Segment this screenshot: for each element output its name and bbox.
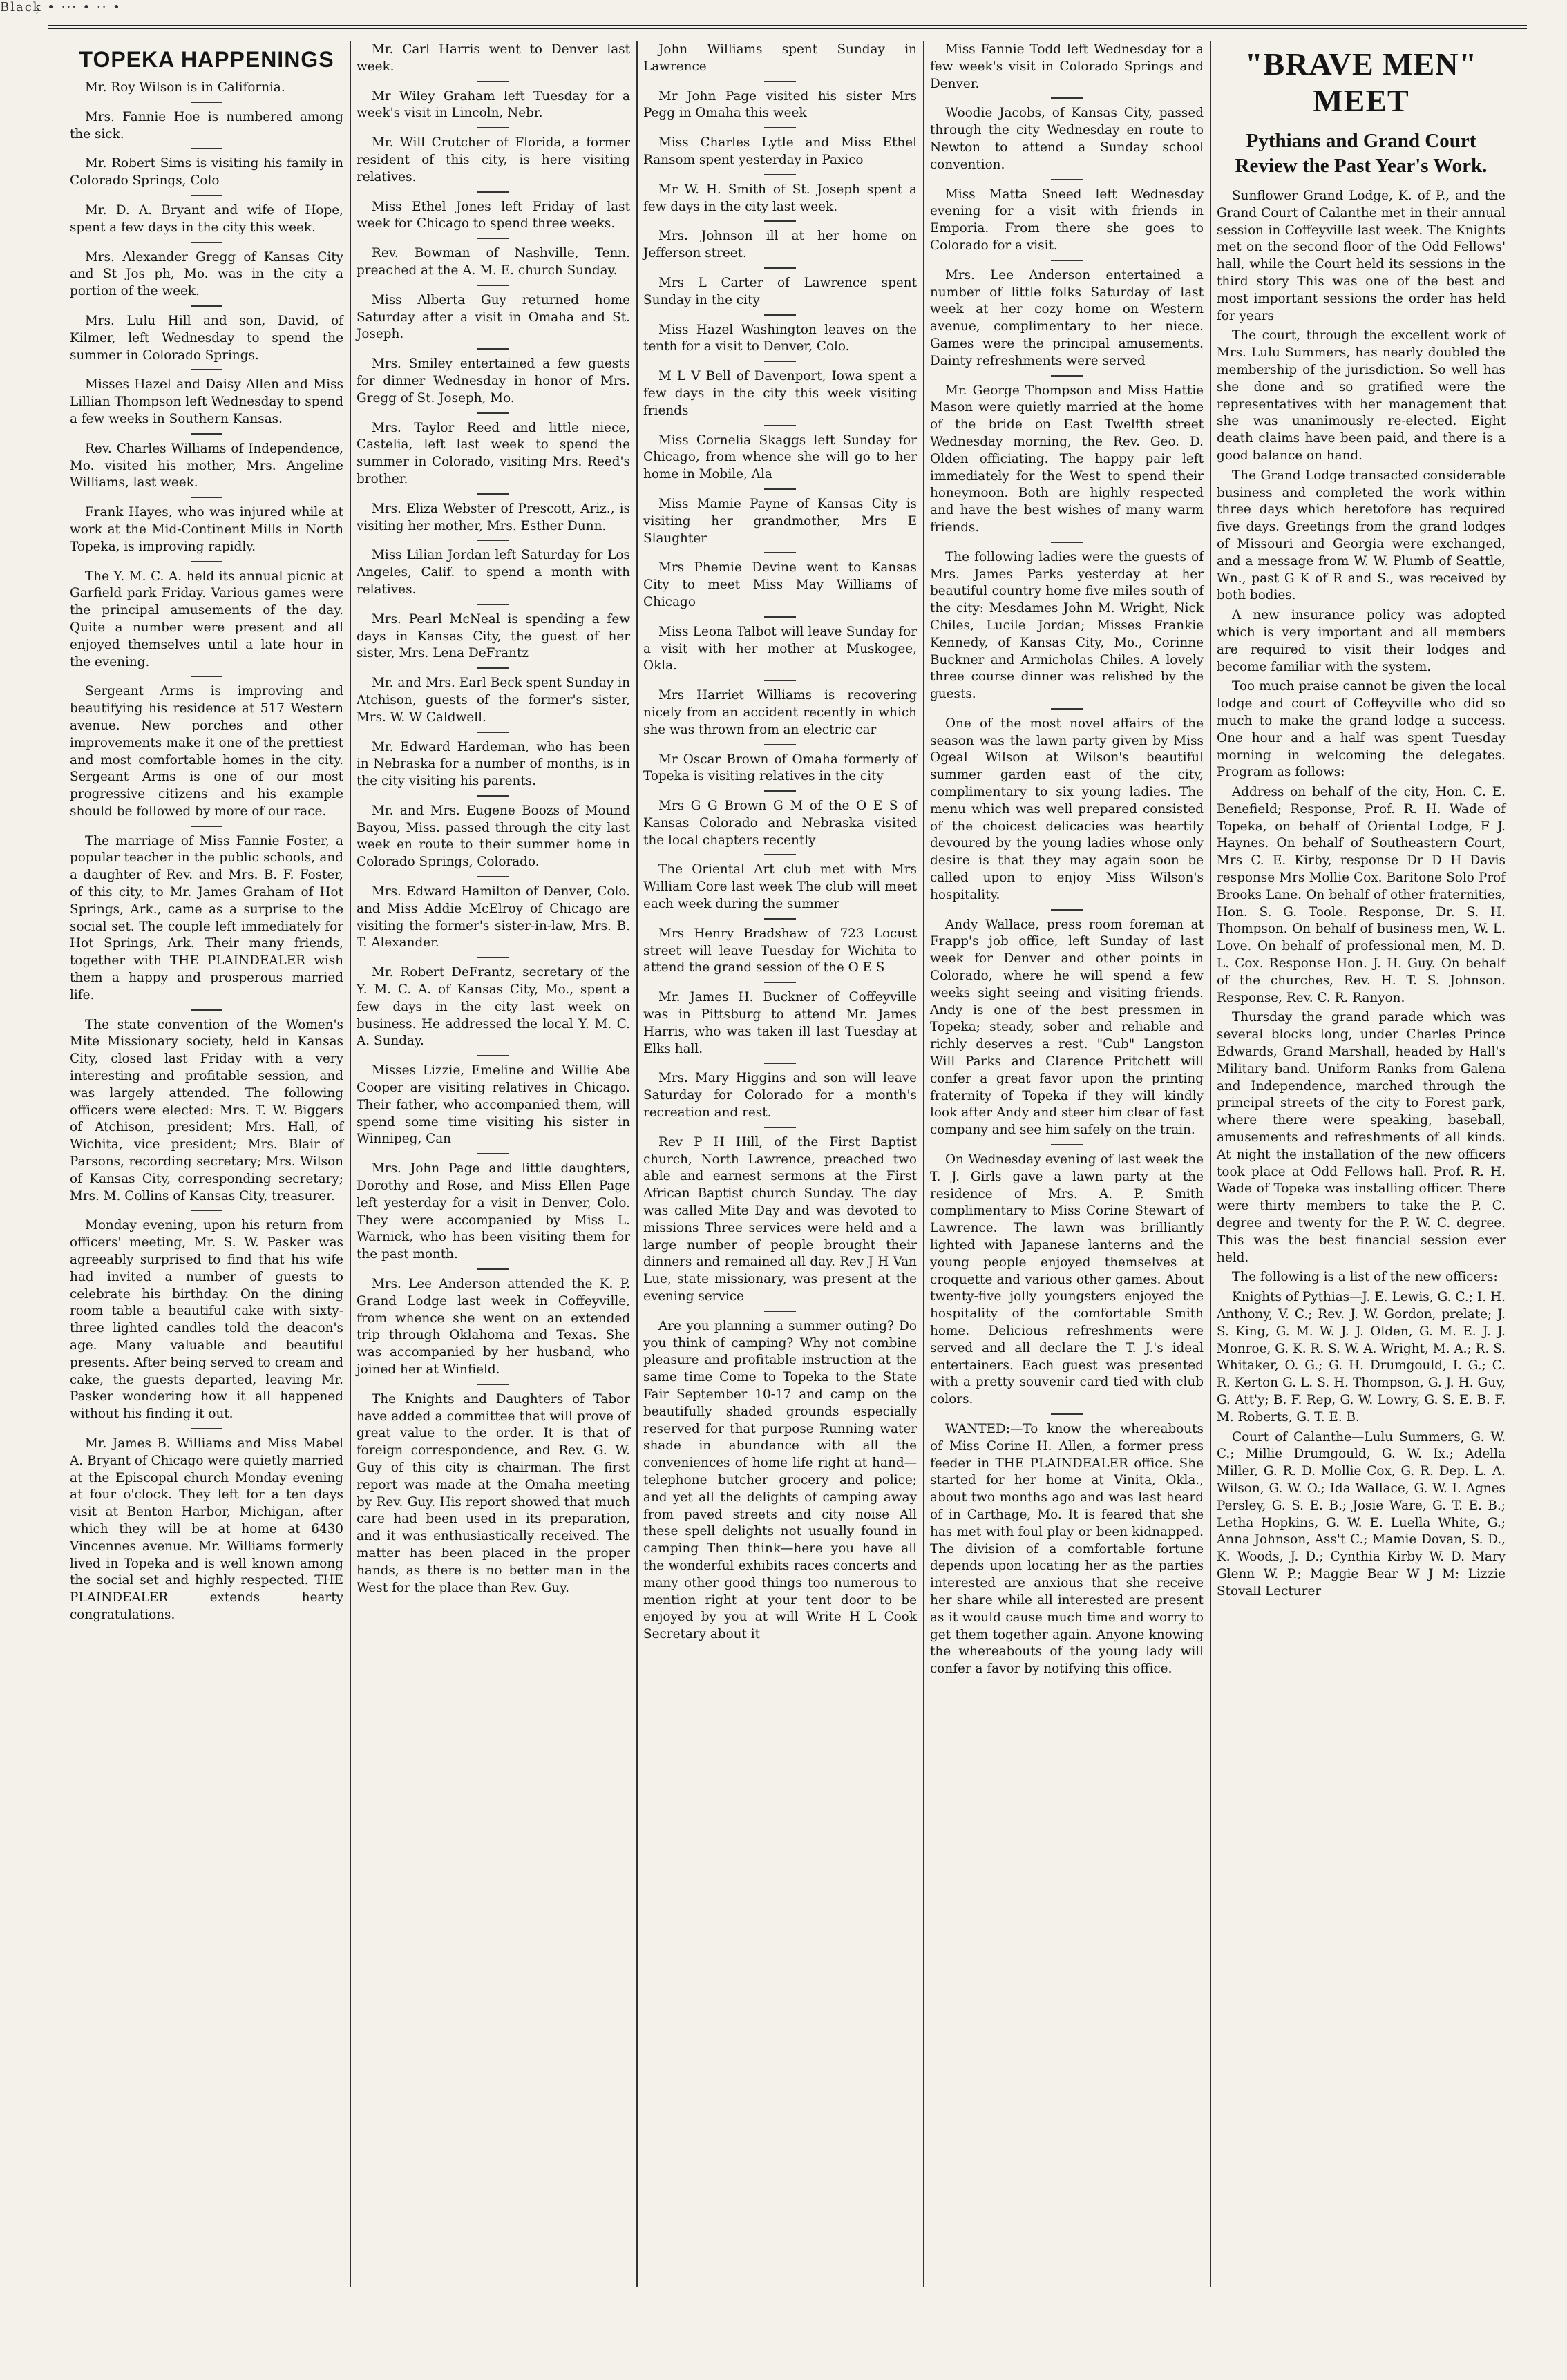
item-separator [191, 497, 222, 498]
item-separator [191, 305, 222, 307]
news-item: Rev. Charles Williams of Independence, Mo. visited his mother, Mrs. Angeline Williams, last week. [70, 441, 343, 491]
item-separator [477, 957, 509, 958]
news-item: Mrs. Lee Anderson entertained a number of little folks Saturday of last week at her cozy home on Western avenue, complimentary to her niece. Games were the principal amusements. Dainty refreshments were served [930, 267, 1204, 368]
news-item: Misses Hazel and Daisy Allen and Miss Lillian Thompson left Wednesday to spend a few weeks in Southern Kansas. [70, 377, 343, 426]
news-item: The Knights and Daughters of Tabor have added a committee that will prove of great value to the order. It is that of foreign correspondence, and Rev. G. W. Guy of this city is chairman. The first report was made at the Omaha meeting by Rev. Guy. His report showed that much care had been used in its preparation, and it was enthusiastically received. The matter has been placed in the proper hands, as there is no better man in the West for the place than Rev. Guy. [357, 1391, 630, 1595]
news-item: Mrs Harriet Williams is recovering nicely from an accident recently in which she was thrown from an electric car [643, 688, 917, 737]
item-separator [764, 81, 796, 82]
news-item: Misses Lizzie, Emeline and Willie Abe Cooper are visiting relatives in Chicago. Their father, who accompanied them, will spend some time visiting his sister in Winnipeg, Can [357, 1063, 630, 1147]
column-4 [926, 41, 1208, 2342]
news-item: John Williams spent Sunday in Lawrence [643, 42, 917, 74]
news-item: Woodie Jacobs, of Kansas City, passed through the city Wednesday en route to Newton to attend a Sunday school convention. [930, 106, 1204, 172]
news-item: Rev P H Hill, of the First Baptist church, North Lawrence, preached two able and earnest sermons at the First African Baptist church Sunday. The day was called Mite Day and was devoted to missions Three services were held and a large number of people brought their dinners and remained all day. Rev J H Van Lue, state missionary, was present at the evening service [643, 1134, 917, 1304]
news-item: Miss Mamie Payne of Kansas City is visiting her grandmother, Mrs E Slaughter [643, 496, 917, 546]
item-separator [191, 433, 222, 435]
news-item: Mr. James H. Buckner of Coffeyville was in Pittsburg to attend Mr. James Harris, who was taken ill last Tuesday at Elks hall. [643, 990, 917, 1056]
news-item: Mr Oscar Brown of Omaha formerly of Topeka is visiting relatives in the city [643, 752, 917, 784]
item-separator [477, 1055, 509, 1056]
news-item: Mr. Will Crutcher of Florida, a former resident of this city, is here visiting relatives. [357, 135, 630, 184]
item-separator [1051, 179, 1083, 180]
news-item: Mr W. H. Smith of St. Joseph spent a few days in the city last week. [643, 182, 917, 214]
column-rule [1210, 41, 1211, 2287]
item-separator [1051, 375, 1083, 377]
news-item: Mrs. Pearl McNeal is spending a few days in Kansas City, the guest of her sister, Mrs. Lena DeFrantz [357, 611, 630, 661]
item-separator [477, 667, 509, 669]
news-item: The Y. M. C. A. held its annual picnic at Garfield park Friday. Various games were the principal amusements of the day. Quite a number were present and all enjoyed themselves until a late hour in the evening. [70, 569, 343, 669]
item-separator [764, 361, 796, 362]
item-separator [477, 348, 509, 350]
news-item: Miss Ethel Jones left Friday of last week for Chicago to spend three weeks. [357, 199, 630, 231]
article-paragraph: Too much praise cannot be given the local lodge and court of Coffeyville who did so much to make the grand lodge a success. One hour and a half was spent Tuesday morning in welcoming the delegates. Program as follows: [1217, 679, 1506, 780]
article-paragraph: Knights of Pythias—J. E. Lewis, G. C.; I. H. Anthony, V. C.; Rev. J. W. Gordon, prelate; J. S. King, G. M. W. J. J. Olden, G. M. E. J. J. Monroe, G. K. R. S. W. A. Wright, M. A.; R. S. Whitaker, O. G.; G. H. Drumgould, I. G.; C. R. Kerton G. L. S. H. Thompson, G. J. H. Guy, G. Att'y; B. F. Rep, G. W. Lowry, G. S. E. B. F. M. Roberts, G. T. E. B. [1217, 1290, 1506, 1425]
column-5-article [1217, 188, 1506, 1601]
item-separator [764, 854, 796, 855]
article-paragraph: Thursday the grand parade which was several blocks long, under Charles Prince Edwards, Grand Marshall, headed by Hall's Military band. Uniform Ranks from Galena and Independence, marched through the principal streets of the city to Forest park, where there were speaking, baseball, amusements and refreshments of all kinds. At night the installation of the new officers took place at Odd Fellows hall. Prof. R. H. Wade of Topeka was installing officer. There were thirty members to take the P. C. degree and twenty for the P. W. C. degree. This was the best financial session ever held. [1217, 1010, 1506, 1265]
news-item: Mrs. Smiley entertained a few guests for dinner Wednesday in honor of Mrs. Gregg of St. Joseph, Mo. [357, 356, 630, 406]
item-separator [1051, 260, 1083, 261]
item-separator [191, 561, 222, 562]
item-separator [477, 412, 509, 414]
news-item: Mrs L Carter of Lawrence spent Sunday in the city [643, 275, 917, 307]
news-item: Mrs. Alexander Gregg of Kansas City and St Jos ph, Mo. was in the city a portion of the week. [70, 249, 343, 299]
column-1-items [70, 79, 343, 1624]
news-item: Miss Alberta Guy returned home Saturday after a visit in Omaha and St. Joseph. [357, 292, 630, 342]
item-separator [764, 552, 796, 553]
article-paragraph: A new insurance policy was adopted which is very important and all members are required to visit their lodges and become familiar with the system. [1217, 608, 1506, 674]
item-separator [764, 425, 796, 426]
article-paragraph: Mr. George Thompson and Miss Hattie Mason were quietly married at the home of the bride on East Twelfth street Wednesday morning, the Rev. Geo. D. Olden officiating. The happy pair left immediately for the West to spend their honeymoon. Both are highly respected and have the best wishes of many warm friends. [930, 383, 1204, 535]
news-item: Mrs. Eliza Webster of Prescott, Ariz., is visiting her mother, Mrs. Esther Dunn. [357, 501, 630, 533]
item-separator [477, 876, 509, 877]
item-separator [191, 1428, 222, 1429]
news-item: Mr. Robert DeFrantz, secretary of the Y. M. C. A. of Kansas City, Mo., spent a few days in the city last week on business. He addressed the local Y. M. C. A. Sunday. [357, 965, 630, 1049]
news-item: Mrs Phemie Devine went to Kansas City to meet Miss May Williams of Chicago [643, 560, 917, 609]
article-paragraph: Court of Calanthe—Lulu Summers, G. W. C.; Millie Drumgould, G. W. Ix.; Adella Miller, G. R. D. Mollie Cox, G. R. Dep. L. A. Wilson, G. W. O.; Ida Wallace, G. W. I. Agnes Persley, G. S. E. B.; Josie Ware, G. T. E. B.; Letha Hopkins, G. W. E. Luella White, G.; Anna Johnson, Ass't C.; Mamie Dovan, S. D., K. Woods, J. D.; Cynthia Kirby W. D. Mary Glenn W. P.; Maggie Bear W J M: Lizzie Stovall Lecturer [1217, 1429, 1506, 1599]
column-topeka-happenings [66, 41, 348, 2342]
news-item: Are you planning a summer outing? Do you think of camping? Why not combine pleasure and profitable instruction at the same time Come to Topeka to the State Fair September 10-17 and camp on the beautifully shaded grounds especially reserved for that purpose Running water shade in abundance with all the conveniences of home life right at hand—telephone butcher grocery and police; and yet all the delights of camping away from paved streets and city noise All these spell delights not usually found in camping Then think—here you have all the wonderful exhibits races concerts and many other good things too numerous to mention right at your tent door to be enjoyed by you at will Write H L Cook Secretary about it [643, 1318, 917, 1642]
item-separator [191, 676, 222, 677]
item-separator [764, 616, 796, 618]
item-separator [764, 1127, 796, 1128]
article-paragraph: The following is a list of the new officers: [1232, 1270, 1498, 1285]
column-4-articles [930, 383, 1204, 1678]
item-separator [477, 1268, 509, 1270]
item-separator [477, 81, 509, 82]
news-item: Miss Cornelia Skaggs left Sunday for Chicago, from whence she will go to her home in Mobile, Ala [643, 432, 917, 482]
item-separator [764, 127, 796, 128]
item-separator [191, 148, 222, 149]
column-rule [350, 41, 351, 2287]
item-separator [764, 918, 796, 920]
column-rule [923, 41, 924, 2287]
news-item: Mr. Roy Wilson is in California. [85, 80, 285, 95]
news-item: Mr. D. A. Bryant and wife of Hope, spent a few days in the city this week. [70, 202, 343, 235]
news-item: Mrs. Lee Anderson attended the K. P. Grand Lodge last week in Coffeyville, from whence she went on an extended trip through Oklahoma and Texas. She was accompanied by her husband, who joined her at Winfield. [357, 1277, 630, 1377]
news-item: Mrs. Edward Hamilton of Denver, Colo. and Miss Addie McElroy of Chicago are visiting the former's sister-in-law, Mrs. B. T. Alexander. [357, 884, 630, 951]
news-item: Mr. Edward Hardeman, who has been in Nebraska for a number of months, is in the city visiting his parents. [357, 739, 630, 789]
item-separator [191, 1210, 222, 1211]
item-separator [191, 1009, 222, 1011]
news-item: Miss Hazel Washington leaves on the tenth for a visit to Denver, Colo. [643, 322, 917, 354]
news-item: Mrs. John Page and little daughters, Dorothy and Rose, and Miss Ellen Page left yesterday for a visit in Denver, Colo. They were accompanied by Miss L. Warnick, who has been visiting them for the past month. [357, 1161, 630, 1262]
news-item: Miss Leona Talbot will leave Sunday for a visit with her mother at Muskogee, Okla. [643, 624, 917, 674]
item-separator [191, 242, 222, 243]
item-separator [1051, 708, 1083, 710]
column-2-items [357, 41, 630, 1597]
news-item: The Oriental Art club met with Mrs William Core last week The club will meet each week during the summer [643, 862, 917, 912]
top-rule [48, 25, 1527, 29]
item-separator [477, 732, 509, 733]
item-separator [1051, 909, 1083, 911]
item-separator [1051, 1144, 1083, 1145]
news-item: Mrs. Taylor Reed and little niece, Castelia, left last week to spend the summer in Colorado, visiting Mrs. Reed's brother. [357, 420, 630, 486]
item-separator [191, 369, 222, 370]
item-separator [191, 826, 222, 827]
news-item: Mr John Page visited his sister Mrs Pegg in Omaha this week [643, 88, 917, 121]
masthead-fragment: Blacķ • ··· • ·· • [0, 0, 122, 15]
column-brave-men-meet [1213, 41, 1510, 2342]
news-item: Mr. Carl Harris went to Denver last week. [357, 42, 630, 74]
item-separator [764, 174, 796, 175]
news-item: Mrs. Mary Higgins and son will leave Saturday for Colorado for a month's recreation and rest. [643, 1071, 917, 1121]
item-separator [764, 220, 796, 222]
item-separator [477, 540, 509, 541]
item-separator [1051, 542, 1083, 543]
article-paragraph: One of the most novel affairs of the season was the lawn party given by Miss Ogeal Wilson at Wilson's beautiful summer garden east of the city, complimentary to six young ladies. The menu which was well prepared consisted of the choicest delicacies was heartily devoured by the young ladies whose only desire is that they may again soon be called upon to enjoy Miss Wilson's hospitality. [930, 716, 1204, 902]
article-paragraph: On Wednesday evening of last week the T. J. Girls gave a lawn party at the residence of Mrs. A. P. Smith complimentary to Miss Corine Stewart of Lawrence. The lawn was brilliantly lighted with Japanese lanterns and the young people enjoyed themselves at croquette and various other games. About twenty-five jolly youngsters enjoyed the hospitality of the comfortable Smith home. Delicious refreshments were served and all declare the T. J.'s ideal entertainers. Each guest was presented with a pretty souvenir card tied with club colors. [930, 1152, 1204, 1407]
news-item: Mr. and Mrs. Earl Beck spent Sunday in Atchison, guests of the former's sister, Mrs. W. W Caldwell. [357, 676, 630, 725]
item-separator [764, 314, 796, 316]
column-2 [352, 41, 634, 2342]
news-item: Mr Wiley Graham left Tuesday for a week's visit in Lincoln, Nebr. [357, 88, 630, 121]
article-paragraph: The Grand Lodge transacted considerable business and completed the work within three days which heretofore has required five days. Greetings from the grand lodges of Missouri and Georgia were exchanged, and a message from W. W. Plumb of Seattle, Wn., past G K of R and S., was received by both bodies. [1217, 468, 1506, 603]
article-paragraph: Sunflower Grand Lodge, K. of P., and the Grand Court of Calanthe met in their annual session in Coffeyville last week. The Knights met on the second floor of the Odd Fellows' hall, while the Court held its sessions in the third story This was one of the best and most important sessions the order has held for years [1217, 189, 1506, 323]
headline-topeka-happenings: TOPEKA HAPPENINGS [79, 47, 334, 72]
news-item: Mr. James B. Williams and Miss Mabel A. Bryant of Chicago were quietly married at the Episcopal church Monday evening at four o'clock. They left for a ten days visit at Benton Harbor, Michigan, after which they will be at home at 6430 Vincennes avenue. Mr. Williams formerly lived in Topeka and is well known among the social set and highly respected. THE PLAINDEALER extends hearty congratulations. [70, 1436, 343, 1622]
item-separator [477, 1153, 509, 1154]
headline-brave-men-meet: "BRAVE MEN" MEET [1245, 46, 1477, 118]
news-item: Miss Lilian Jordan left Saturday for Los Angeles, Calif. to spend a month with relatives. [357, 548, 630, 597]
news-item: M L V Bell of Davenport, Iowa spent a few days in the city this week visiting friends [643, 369, 917, 418]
news-item: Miss Charles Lytle and Miss Ethel Ransom spent yesterday in Paxico [643, 135, 917, 167]
article-paragraph: Andy Wallace, press room foreman at Frapp's job office, left Sunday of last week for Denver and other points in Colorado, where he will spend a few weeks sight seeing and visiting friends. Andy is one of the best pressmen in Topeka; steady, sober and reliable and richly deserves a rest. "Cub" Langston Will Parks and Clarence Pritchett will confer a great favor upon the printing fraternity of Topeka if they will kindly look after Andy and steer him clear of fast company and see him safely on the train. [930, 917, 1204, 1138]
item-separator [1051, 97, 1083, 99]
item-separator [764, 680, 796, 681]
item-separator [191, 102, 222, 103]
news-item: Frank Hayes, who was injured while at work at the Mid-Continent Mills in North Topeka, is improving rapidly. [70, 505, 343, 554]
news-item: Sergeant Arms is improving and beautifying his residence at 517 Western avenue. New porches and other improvements make it one of the prettiest and most comfortable homes in the city. Sergeant Arms is one of our most progressive citizens and his example should be followed by more of our race. [70, 684, 343, 819]
column-3 [639, 41, 921, 2342]
news-item: Rev. Bowman of Nashville, Tenn. preached at the A. M. E. church Sunday. [357, 246, 630, 278]
item-separator [477, 604, 509, 605]
item-separator [477, 1384, 509, 1385]
news-item: Mrs Henry Bradshaw of 723 Locust street will leave Tuesday for Wichita to attend the grand session of the O E S [643, 926, 917, 975]
column-4-items [930, 41, 1204, 377]
item-separator [764, 1311, 796, 1312]
news-item: Mr. Robert Sims is visiting his family in Colorado Springs, Colo [70, 156, 343, 189]
item-separator [1051, 1413, 1083, 1415]
article-paragraph: The court, through the excellent work of Mrs. Lulu Summers, has nearly doubled the membership of the jurisdiction. So well has she done and so gratified were the representatives with her management that she was unanimously re-elected. Eight death claims have been paid, and there is a good balance on hand. [1217, 328, 1506, 463]
item-separator [764, 267, 796, 269]
news-item: Mrs. Fannie Hoe is numbered among the sick. [70, 109, 343, 142]
item-separator [764, 488, 796, 490]
subheadline-pythians: Pythians and Grand Court Review the Past Year's Work. [1235, 130, 1488, 177]
column-3-items [643, 41, 917, 1644]
article-paragraph: The following ladies were the guests of Mrs. James Parks yesterday at her beautiful country home five miles south of the city: Mesdames John M. Wright, Nick Chiles, Lucile Jordan; Misses Frankie Kennedy, of Kansas City, Mo., Corinne Buckner and Armicholas Chiles. A lovely three course dinner was relished by the guests. [930, 549, 1204, 702]
article-paragraph: WANTED:—To know the whereabouts of Miss Corine H. Allen, a former press feeder in THE PLAINDEALER office. She started for her home at Vinita, Okla., about two months ago and was last heard of in Carthage, Mo. It is feared that she has met with foul play or been kidnapped. The division of a comfortable fortune depends upon locating her as the parties interested are anxious that she receive her share while all interested are present as it would cause much time and worry to get them together again. Anyone knowing the whereabouts of the young lady will confer a favor by notifying this office. [930, 1421, 1204, 1677]
item-separator [477, 127, 509, 128]
news-item: The marriage of Miss Fannie Foster, a popular teacher in the public schools, and a daughter of Rev. and Mrs. B. F. Foster, of this city, to Mr. James Graham of Hot Springs, Ark., came as a surprise to the social set. The couple left immediately for Hot Springs, Ark. Their many friends, together with THE PLAINDEALER wish them a happy and prosperous married life. [70, 833, 343, 1002]
news-item: Mrs G G Brown G M of the O E S of Kansas Colorado and Nebraska visited the local chapters recently [643, 799, 917, 848]
item-separator [477, 238, 509, 239]
item-separator [477, 191, 509, 193]
item-separator [764, 1063, 796, 1064]
news-item: Mr. and Mrs. Eugene Boozs of Mound Bayou, Miss. passed through the city last week en route to their summer home in Colorado Springs, Colorado. [357, 803, 630, 870]
item-separator [477, 493, 509, 495]
item-separator [477, 285, 509, 286]
item-separator [764, 790, 796, 792]
item-separator [477, 795, 509, 797]
news-item: Mrs. Lulu Hill and son, David, of Kilmer, left Wednesday to spend the summer in Colorado Springs. [70, 313, 343, 363]
news-item: Miss Matta Sneed left Wednesday evening for a visit with friends in Emporia. From there she goes to Colorado for a visit. [930, 187, 1204, 253]
news-item: Monday evening, upon his return from officers' meeting, Mr. S. W. Pasker was agreeably surprised to find that his wife had invited a number of guests to celebrate his birthday. On the dining room table a beautiful cake with sixty-three lighted candles told the deacon's age. Many valuable and beautiful presents. After being served to cream and cake, the guests departed, leaving Mr. Pasker wondering how it all happened without his finding it out. [70, 1218, 343, 1422]
article-paragraph: Address on behalf of the city, Hon. C. E. Benefield; Response, Prof. R. H. Wade of Topeka, on behalf of Oriental Lodge, F J. Haynes. On behalf of Southeastern Court, Mrs C. E. Kirby, response Dr D H Davis response Mrs Mollie Cox. Baritone Solo Prof Brooks Lane. On behalf of other fraternities, Hon. S. G. Toole. Response, Dr. S. H. Thompson. On behalf of business men, W. L. Love. On behalf of professional men, M. D. L. Cox. Response Hon. J. H. Guy. On behalf of the churches, Rev. H. T. S. Johnson. Response, Rev. C. R. Ranyon. [1217, 785, 1506, 1005]
column-rule [636, 41, 638, 2287]
news-item: Miss Fannie Todd left Wednesday for a few week's visit in Colorado Springs and Denver. [930, 42, 1204, 91]
news-item: Mrs. Johnson ill at her home on Jefferson street. [643, 229, 917, 261]
item-separator [191, 195, 222, 196]
item-separator [764, 744, 796, 745]
news-item: The state convention of the Women's Mite Missionary society, held in Kansas City, closed last Friday with a very interesting and profitable session, and was largely attended. The following officers were elected: Mrs. T. W. Biggers of Atchison, president; Mrs. Hall, of Wichita, vice president; Mrs. Blair of Parsons, recording secretary; Mrs. Wilson of Kansas City, corresponding secretary; Mrs. M. Collins of Kansas City, treasurer. [70, 1017, 343, 1203]
item-separator [764, 982, 796, 983]
